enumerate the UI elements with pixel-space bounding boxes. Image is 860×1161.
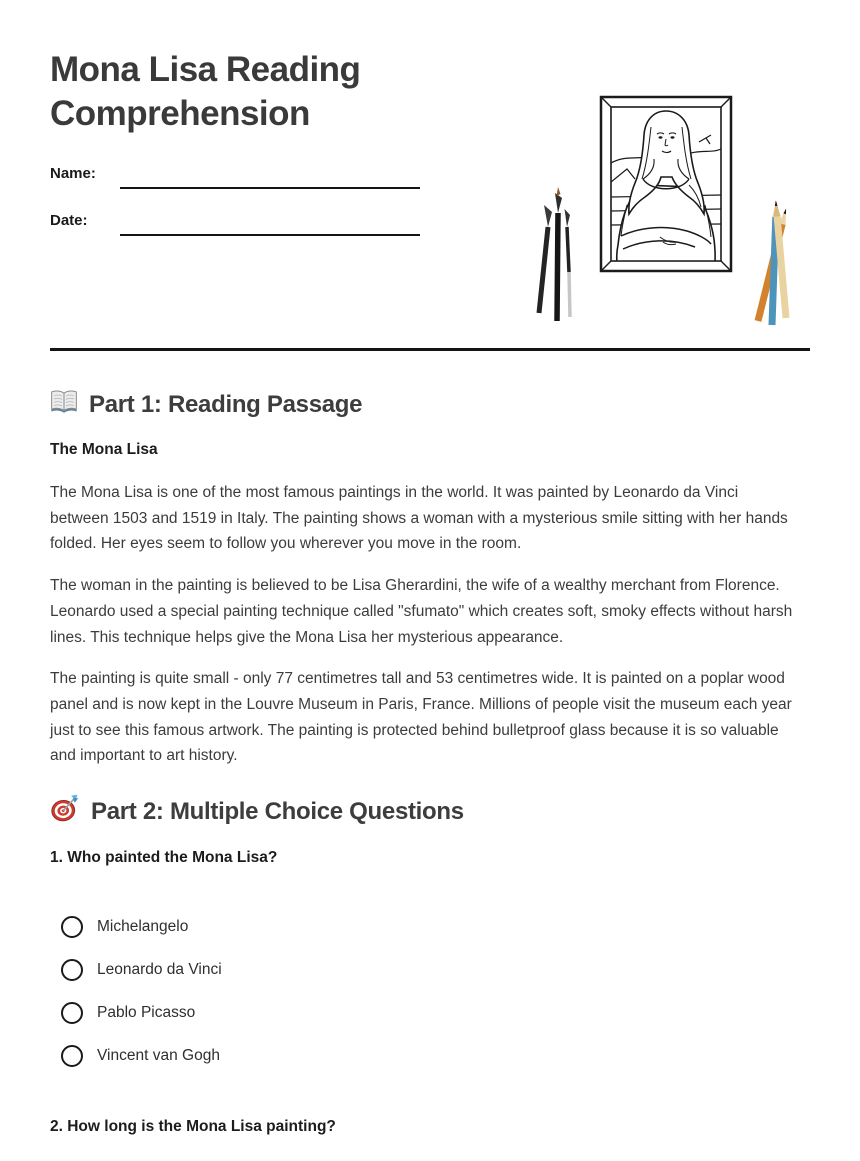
- radio-option-pablo-picasso[interactable]: [50, 1001, 195, 1025]
- mona-lisa-illustration: [515, 85, 810, 335]
- radio-button[interactable]: [61, 959, 83, 981]
- passage-paragraph-1: The Mona Lisa is one of the most famous paintings in the world. It was painted by Leonardo da Vinci between 1503 and 1519 in Italy. The painting shows a woman with a mysterious smile sitting with her hands folded. Her eyes seem to follow you wherever you move in the room.: [50, 484, 788, 553]
- question-2-text: 2. How long is the Mona Lisa painting?: [50, 1118, 336, 1135]
- part1-heading-text: Part 1: Reading Passage: [89, 390, 363, 418]
- part2-heading-text: Part 2: Multiple Choice Questions: [91, 797, 464, 825]
- page-title: Mona Lisa Reading Comprehension: [50, 50, 361, 133]
- reading-passage: [50, 480, 798, 785]
- passage-title: The Mona Lisa: [50, 441, 158, 458]
- radio-option-label: Vincent van Gogh: [97, 1047, 220, 1064]
- radio-option-label: Leonardo da Vinci: [97, 961, 222, 978]
- radio-button[interactable]: [61, 916, 83, 938]
- radio-option-vincent-van-gogh[interactable]: [50, 1044, 220, 1068]
- radio-option-michelangelo[interactable]: [50, 915, 188, 939]
- date-input-line[interactable]: [120, 234, 420, 236]
- radio-option-label: Pablo Picasso: [97, 1004, 196, 1021]
- radio-button[interactable]: [61, 1002, 83, 1024]
- part2-heading: [50, 793, 464, 830]
- colored-pencils-icon: [755, 200, 790, 325]
- radio-option-leonardo-da-vinci[interactable]: [50, 958, 222, 982]
- passage-paragraph-3: The painting is quite small - only 77 centimetres tall and 53 centimetres wide. It is painted on a poplar wood panel and is now kept in the Louvre Museum in Paris, France. Millions of people visit the museum each year just to see this famous artwork. The painting is protected behind bulletproof glass because it is so valuable and important to art history.: [50, 670, 792, 765]
- name-label: Name:: [50, 165, 96, 182]
- date-label: Date:: [50, 212, 88, 229]
- section-divider: [50, 348, 810, 351]
- open-book-icon: [50, 388, 78, 421]
- name-input-line[interactable]: [120, 187, 420, 189]
- target-dart-icon: [50, 793, 80, 830]
- question-1-text: 1. Who painted the Mona Lisa?: [50, 849, 278, 866]
- part1-heading: [50, 388, 362, 421]
- paintbrushes-icon: [539, 187, 570, 321]
- radio-button[interactable]: [61, 1045, 83, 1067]
- radio-option-label: Michelangelo: [97, 918, 189, 935]
- passage-paragraph-2: The woman in the painting is believed to be Lisa Gherardini, the wife of a wealthy merchant from Florence. Leonardo used a special painting technique called "sfumato" which creates soft, smoky effects without harsh lines. This technique helps give the Mona Lisa her mysterious appearance.: [50, 577, 793, 646]
